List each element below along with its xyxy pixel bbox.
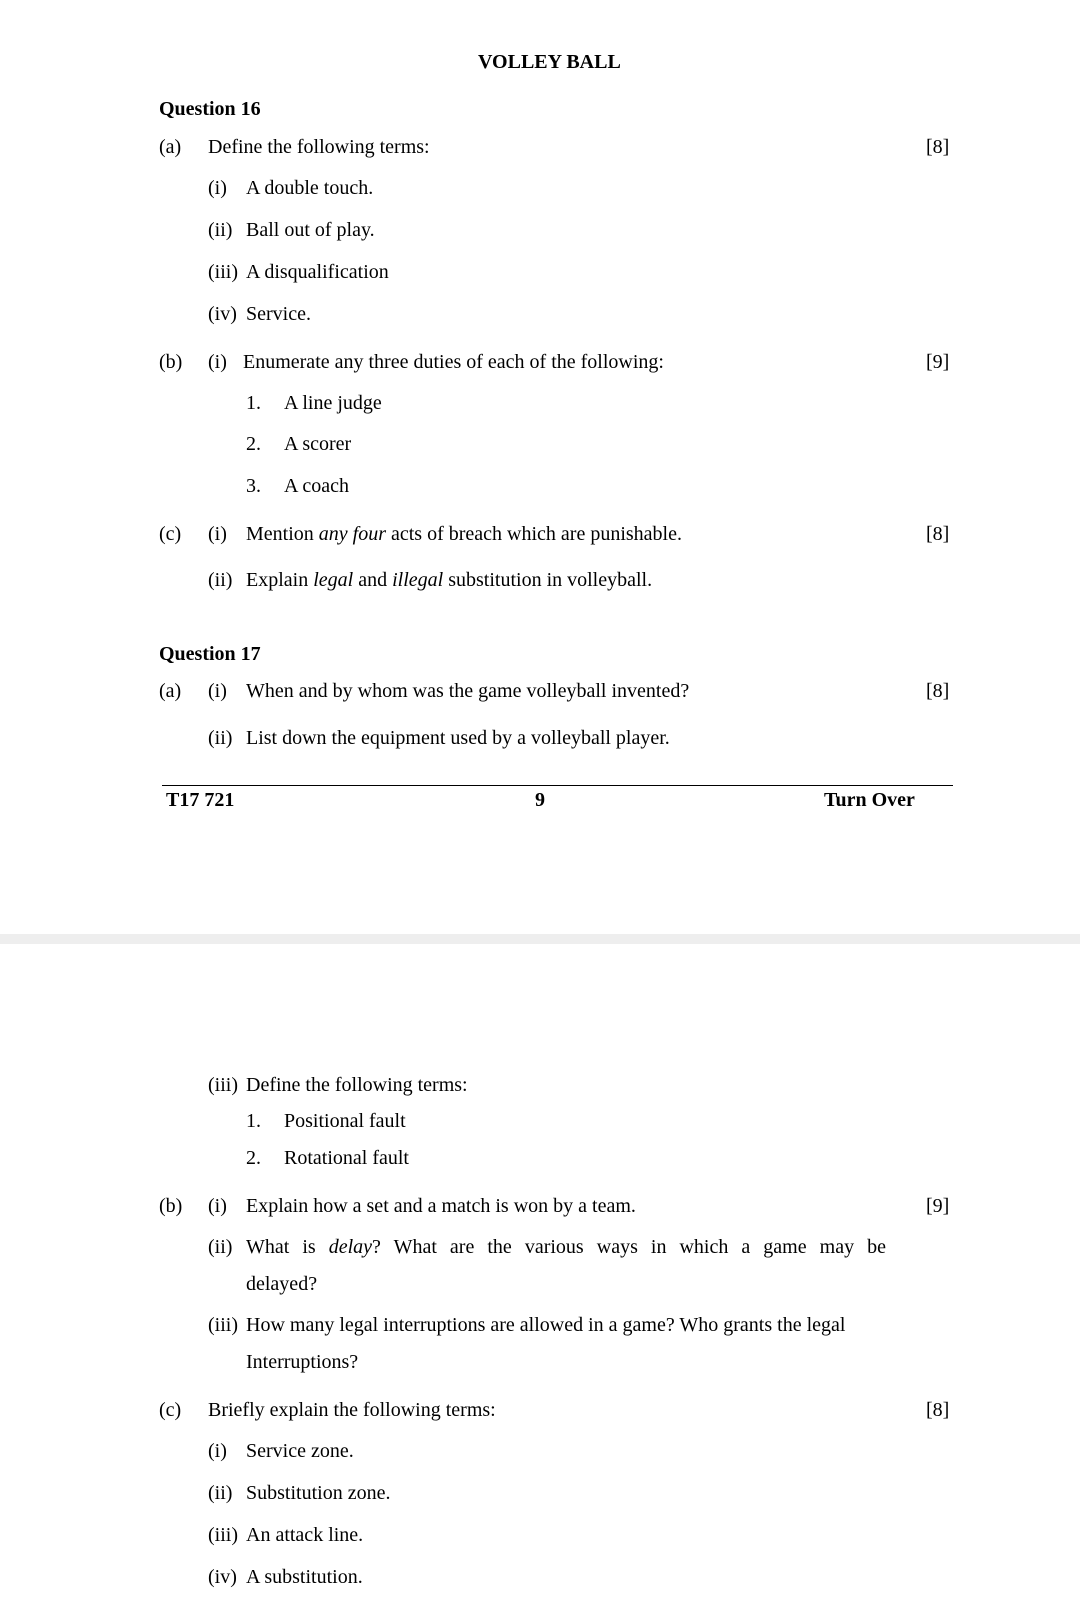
q17-c-item-text: Substitution zone. (246, 1482, 391, 1504)
footer-turn-over: Turn Over (824, 789, 915, 811)
q17-b-i-text: Explain how a set and a match is won by a team. (246, 1195, 636, 1217)
q17-c-item-num: (iv) (208, 1566, 237, 1588)
q16-a-item-num: (iii) (208, 261, 238, 283)
q17-b-iii-num: (iii) (208, 1314, 238, 1336)
footer-page-number: 9 (535, 789, 545, 811)
q16-c-i-num: (i) (208, 523, 227, 545)
q16-b-item-num: 2. (246, 433, 261, 455)
q17-a-iii-item-text: Positional fault (284, 1110, 406, 1132)
footer-divider (162, 785, 953, 786)
q16-b-item-num: 3. (246, 475, 261, 497)
q16-c-label: (c) (159, 523, 182, 545)
q17-c-item-text: Service zone. (246, 1440, 354, 1462)
q17-a-iii-item-text: Rotational fault (284, 1147, 409, 1169)
q16-a-item-text: Ball out of play. (246, 219, 375, 241)
q16-c-marks: [8] (926, 523, 950, 545)
footer-paper-code: T17 721 (166, 789, 235, 811)
q17-a-iii-text: Define the following terms: (246, 1074, 468, 1096)
q16-b-item-num: 1. (246, 392, 261, 414)
q17-a-iii-item-num: 1. (246, 1110, 261, 1132)
q17-a-iii-num: (iii) (208, 1074, 238, 1096)
page-separator (0, 934, 1080, 944)
q17-b-i-num: (i) (208, 1195, 227, 1217)
q16-c-ii-text: Explain legal and illegal substitution in volleyball. (246, 569, 653, 591)
q16-b-item-text: A coach (284, 475, 349, 497)
q17-c-item-text: A substitution. (246, 1566, 363, 1588)
q16-b-marks: [9] (926, 351, 950, 373)
q16-a-item-num: (ii) (208, 219, 233, 241)
q16-a-item-text: A disqualification (246, 261, 389, 283)
q17-c-item-text: An attack line. (246, 1524, 364, 1546)
q17-a-label: (a) (159, 680, 182, 702)
q17-b-ii-num: (ii) (208, 1236, 233, 1258)
q17-c-label: (c) (159, 1399, 182, 1421)
q17-c-item-num: (ii) (208, 1482, 233, 1504)
q17-a-marks: [8] (926, 680, 950, 702)
q16-a-item-text: Service. (246, 303, 311, 325)
q16-b-item-text: A line judge (284, 392, 382, 414)
q16-a-text: Define the following terms: (208, 136, 430, 158)
q17-a-ii-num: (ii) (208, 727, 233, 749)
q16-a-item-text: A double touch. (246, 177, 374, 199)
q16-c-ii-num: (ii) (208, 569, 233, 591)
q16-a-item-num: (i) (208, 177, 227, 199)
q17-b-ii-text: What is delay? What are the various ways in which a game may be (246, 1236, 886, 1258)
q17-c-marks: [8] (926, 1399, 950, 1421)
question-17-heading: Question 17 (159, 643, 261, 665)
q16-a-item-num: (iv) (208, 303, 237, 325)
q17-b-label: (b) (159, 1195, 183, 1217)
q17-a-i-text: When and by whom was the game volleyball invented? (246, 680, 690, 702)
q17-b-ii-text-cont: delayed? (246, 1273, 318, 1295)
q17-c-item-num: (iii) (208, 1524, 238, 1546)
q17-a-i-num: (i) (208, 680, 227, 702)
page-title: VOLLEY BALL (478, 51, 621, 73)
q17-c-item-num: (i) (208, 1440, 227, 1462)
q17-a-iii-item-num: 2. (246, 1147, 261, 1169)
q17-b-iii-text-cont: Interruptions? (246, 1351, 359, 1373)
q16-c-i-text: Mention any four acts of breach which are punishable. (246, 523, 682, 545)
question-16-heading: Question 16 (159, 98, 261, 120)
q16-b-item-text: A scorer (284, 433, 352, 455)
q16-b-sub-num: (i) (208, 351, 227, 373)
q17-b-marks: [9] (926, 1195, 950, 1217)
q17-b-iii-text: How many legal interruptions are allowed in a game? Who grants the legal (246, 1314, 846, 1336)
q16-a-marks: [8] (926, 136, 950, 158)
q17-a-ii-text: List down the equipment used by a volleyball player. (246, 727, 670, 749)
q16-b-label: (b) (159, 351, 183, 373)
q16-a-label: (a) (159, 136, 182, 158)
q17-c-text: Briefly explain the following terms: (208, 1399, 496, 1421)
q16-b-text: Enumerate any three duties of each of the following: (243, 351, 664, 373)
